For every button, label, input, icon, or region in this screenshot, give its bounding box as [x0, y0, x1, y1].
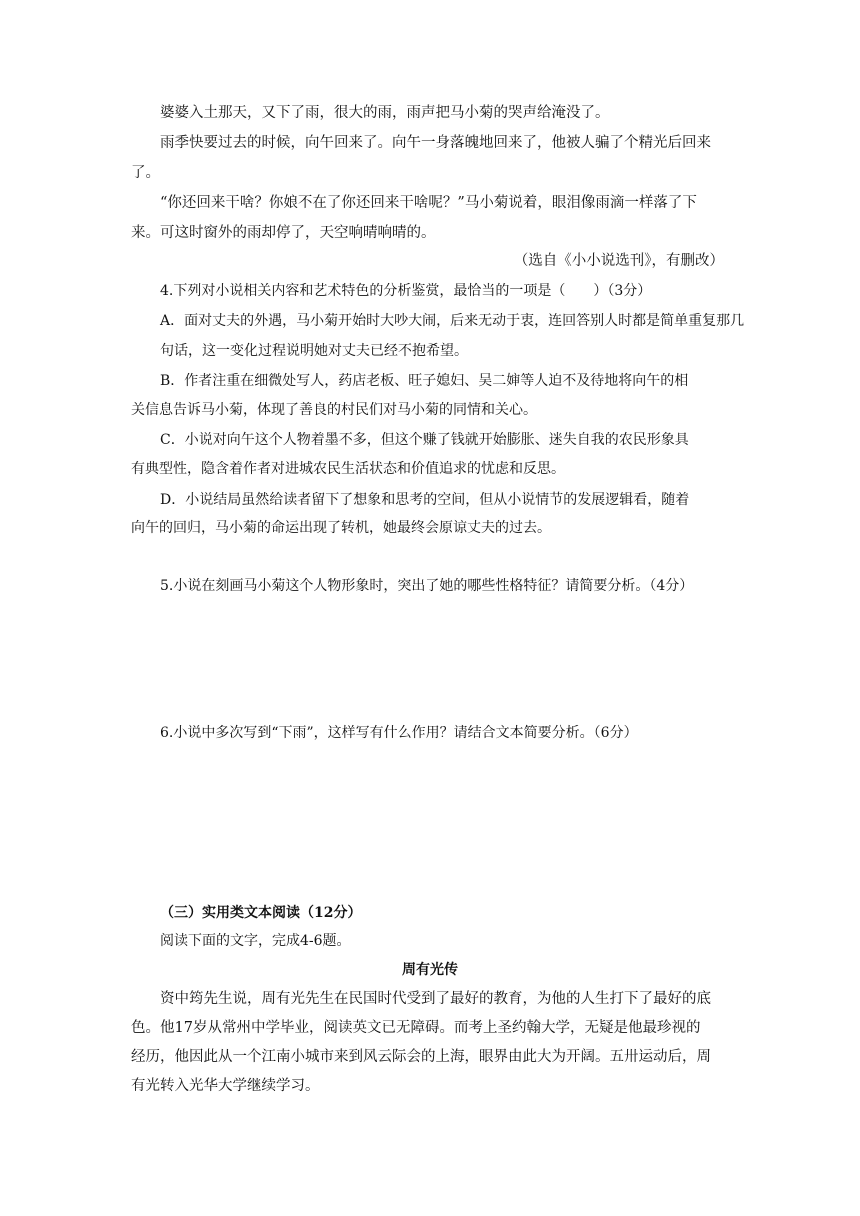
option-d: D．小说结局虽然给读者留下了想象和思考的空间，但从小说情节的发展逻辑看，随着 — [160, 492, 690, 508]
story-paragraph: “你还回来干啥？你娘不在了你还回来干啥呢？”马小菊说着，眼泪像雨滴一样落了下 — [160, 195, 697, 211]
article-paragraph-cont: 有光转入光华大学继续学习。 — [131, 1078, 320, 1094]
story-paragraph: 雨季快要过去的时候，向午回来了。向午一身落魄地回来了，他被人骗了个精光后回来 — [160, 135, 711, 151]
article-paragraph-cont: 色。他17岁从常州中学毕业，阅读英文已无障碍。而考上圣约翰大学，无疑是他最珍视的 — [131, 1020, 701, 1036]
article-paragraph-cont: 经历，他因此从一个江南小城市来到风云际会的上海，眼界由此大为开阔。五卅运动后，周 — [131, 1049, 711, 1065]
article-title: 周有光传 — [402, 962, 458, 978]
story-paragraph: 婆婆入土那天，又下了雨，很大的雨，雨声把马小菊的哭声给淹没了。 — [160, 105, 610, 121]
story-paragraph-cont: 来。可这时窗外的雨却停了，天空响晴响晴的。 — [131, 225, 436, 241]
section-heading: （三）实用类文本阅读（12分） — [160, 905, 362, 921]
option-a-cont: 句话，这一变化过程说明她对丈夫已经不抱希望。 — [160, 343, 468, 359]
option-d-cont: 向午的回归，马小菊的命运出现了转机，她最终会原谅丈夫的过去。 — [131, 520, 551, 536]
option-b: B．作者注重在细微处写人，药店老板、旺子媳妇、吴二婶等人迫不及待地将向午的相 — [160, 373, 689, 389]
option-c-cont: 有典型性，隐含着作者对进城农民生活状态和价值追求的忧虑和反思。 — [131, 461, 565, 477]
source-citation: （选自《小小说选刊》，有删改） — [513, 253, 724, 269]
article-paragraph: 资中筠先生说，周有光先生在民国时代受到了最好的教育，为他的人生打下了最好的底 — [160, 991, 711, 1007]
question-6: 6.小说中多次写到“下雨”，这样写有什么作用？请结合文本简要分析。（6分） — [160, 725, 638, 741]
question-5: 5.小说在刻画马小菊这个人物形象时，突出了她的哪些性格特征？请简要分析。（4分） — [160, 578, 694, 594]
option-b-cont: 关信息告诉马小菊，体现了善良的村民们对马小菊的同情和关心。 — [131, 402, 537, 418]
story-paragraph-cont: 了。 — [131, 165, 160, 181]
option-a: A．面对丈夫的外遇，马小菊开始时大吵大闹，后来无动于衷，连回答别人时都是简单重复那几 — [160, 313, 745, 329]
question-4-stem: 4.下列对小说相关内容和艺术特色的分析鉴赏，最恰当的一项是（ ）（3分） — [160, 283, 652, 299]
option-c: C．小说对向午这个人物着墨不多，但这个赚了钱就开始膨胀、迷失自我的农民形象具 — [160, 432, 689, 448]
section-instruction: 阅读下面的文字，完成4-6题。 — [160, 933, 351, 949]
